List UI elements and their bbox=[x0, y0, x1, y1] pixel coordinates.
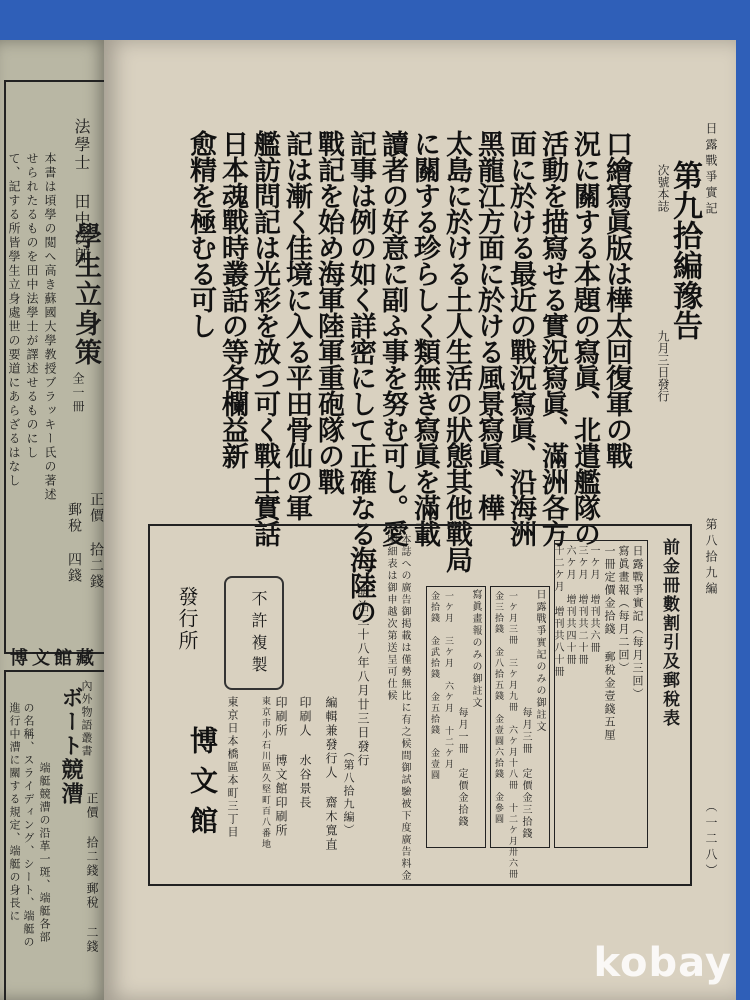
price-row: 十二ケ月 增刊共八十冊 bbox=[552, 545, 563, 678]
left-desc-3: て、記する所皆學生立身處世の要道にあらざるはなし bbox=[7, 152, 21, 488]
notice-date: 九月三日發行 bbox=[656, 330, 670, 402]
right-page bbox=[104, 40, 736, 1000]
notice-column: 日本魂戰時叢話の等各欄益新 bbox=[217, 130, 248, 468]
notice-column: 活動を描寫せる實況寫眞、滿洲各方 bbox=[537, 130, 568, 546]
left-advert-box-2 bbox=[4, 670, 108, 1000]
publisher-label: 發行所 bbox=[175, 586, 199, 652]
left-book2-title: ボート競漕 bbox=[58, 686, 84, 806]
left-page bbox=[0, 40, 108, 1000]
left-desc-1: 本書は頃學の閲へ高き蘇國大學教授ブラッキー氏の著述 bbox=[43, 152, 57, 502]
left-advert-box bbox=[4, 80, 108, 654]
left-book2-desc-3: 進行中漕に關する規定、端艇の身長に bbox=[8, 702, 21, 923]
page-number: （一二八） bbox=[704, 800, 718, 880]
notice-column: 讀者の好意に副ふ事を努む可し。愛 bbox=[377, 130, 408, 546]
issue-label: 第八拾九編 bbox=[704, 518, 718, 598]
left-book-vol: 全一冊 bbox=[71, 372, 85, 414]
left-book2-desc-1: 端艇競漕の沿革一斑、端艇各部 bbox=[38, 762, 51, 944]
notice-column: に關する珍らしく類無き寫眞を滿載 bbox=[409, 130, 440, 546]
left-price: 正價 拾二錢 bbox=[88, 492, 104, 590]
price-row: 日露戰爭實記（每月三回） bbox=[631, 545, 644, 701]
notice-column: 況に關する本題の寫眞、北遣艦隊の bbox=[569, 130, 600, 546]
notice-column: 記は漸く佳境に入る平田骨仙の軍 bbox=[281, 130, 312, 520]
running-head: 日露戰爭實記 bbox=[704, 122, 718, 218]
copyright-stamp bbox=[224, 576, 284, 690]
price-row: 一冊定價金拾錢 郵稅金壹錢五厘 bbox=[603, 545, 616, 742]
price-row: 一ケ月 增刊共六冊 bbox=[588, 545, 599, 654]
colophon-print-shop: 印刷所 博文館印刷所 bbox=[274, 696, 288, 838]
watermark-logo: kobay bbox=[593, 940, 732, 986]
photo-header: 寫眞畫報のみの御註文 bbox=[470, 589, 481, 709]
left-desc-2: せられたるものを田中法學士が譯述せるものにし bbox=[25, 152, 39, 460]
price-row: 寫眞畫報（每月二回） bbox=[617, 545, 630, 675]
left-heading: 法學士 田中次郎 bbox=[72, 118, 91, 265]
price-table-header: 前金冊數割引及郵稅表 bbox=[659, 538, 679, 728]
colophon-date: 明治三十八年八月廿三日發行 bbox=[356, 586, 370, 768]
notice-sub: 次號本誌 bbox=[656, 164, 670, 212]
publisher-name: 博文館 bbox=[186, 726, 219, 846]
sub-rows: 一ケ月三冊 三ケ月九冊 六ケ月十八冊 十二ケ月卅六冊 bbox=[507, 591, 517, 880]
left-book-title: 學生立身策 bbox=[70, 222, 101, 367]
notice-column: 太島に於ける土人生活の狀態其他戰局 bbox=[441, 130, 472, 572]
stamp-text: 不許複製 bbox=[249, 590, 268, 678]
colophon-editor: 編輯兼發行人 齋木寬直 bbox=[324, 696, 338, 852]
photo-prices: 金拾錢 金武拾錢 金五拾錢 金壹圓 bbox=[429, 591, 439, 781]
ad-note: 明細表は御申越次第送呈可仕候 bbox=[385, 534, 396, 702]
notice-column: 愈精を極むる可し bbox=[185, 130, 216, 338]
notice-column: 戰記を始め海軍陸軍重砲隊の戰 bbox=[313, 130, 344, 494]
ad-note: 本誌への廣告御掲載は僅勢無比に有之候間御試驗被下度廣告料金 bbox=[399, 534, 410, 882]
info-box bbox=[148, 524, 692, 886]
publisher-addr: 東京日本橋區本町三丁目 bbox=[226, 696, 239, 839]
notice-column: 黑龍江方面に於ける風景寫眞、樺 bbox=[473, 130, 504, 520]
notice-column: 艦訪問記は光彩を放つ可く戰士實話 bbox=[249, 130, 280, 546]
left-postage: 郵稅 四錢 bbox=[66, 502, 82, 584]
notice-title: 第九拾編豫告 bbox=[667, 160, 702, 340]
left-book2-postage: 郵稅 二錢 bbox=[85, 882, 99, 954]
sub-header: 日露戰爭實記のみの御註文 bbox=[534, 589, 545, 733]
price-row: 三ケ月 增刊共二十冊 bbox=[576, 545, 587, 666]
notice-column: 記事は例の如く詳密にして正確なる海陸の bbox=[345, 130, 376, 624]
colophon-print-addr: 東京市小石川區久堅町百八番地 bbox=[260, 696, 270, 850]
left-series: 內外物語叢書 bbox=[80, 680, 93, 758]
sub-prices: 金三拾錢 金八拾五錢 金壹圓六拾錢 金參圓 bbox=[493, 591, 503, 825]
sub-rate: 每月三冊 定價金三拾錢 bbox=[520, 707, 531, 840]
photo-rate: 每月一冊 定價金拾錢 bbox=[456, 707, 467, 828]
notice-column: 面に於ける最近の戰況寫眞、沿海洲 bbox=[505, 130, 536, 546]
notice-column: 口繪寫眞版は樺太回復軍の戰 bbox=[601, 130, 632, 468]
colophon-printer: 印刷人 水谷景長 bbox=[298, 696, 312, 810]
left-book2-price: 正價 拾二錢 bbox=[85, 792, 99, 878]
price-row: 六ケ月 增刊共四十冊 bbox=[564, 545, 575, 666]
photo-rows: 一ケ月 三ケ月 六ケ月 十二ケ月 bbox=[443, 591, 453, 770]
price-table-sub bbox=[490, 586, 550, 880]
price-table-main bbox=[554, 540, 648, 848]
left-publisher: 博文館藏 bbox=[10, 648, 98, 669]
price-table-photo bbox=[426, 586, 486, 848]
colophon-issue: （第八拾九編） bbox=[342, 746, 355, 837]
left-book2-desc-2: の名稱、スライディング、シート、端艇の bbox=[22, 702, 35, 949]
